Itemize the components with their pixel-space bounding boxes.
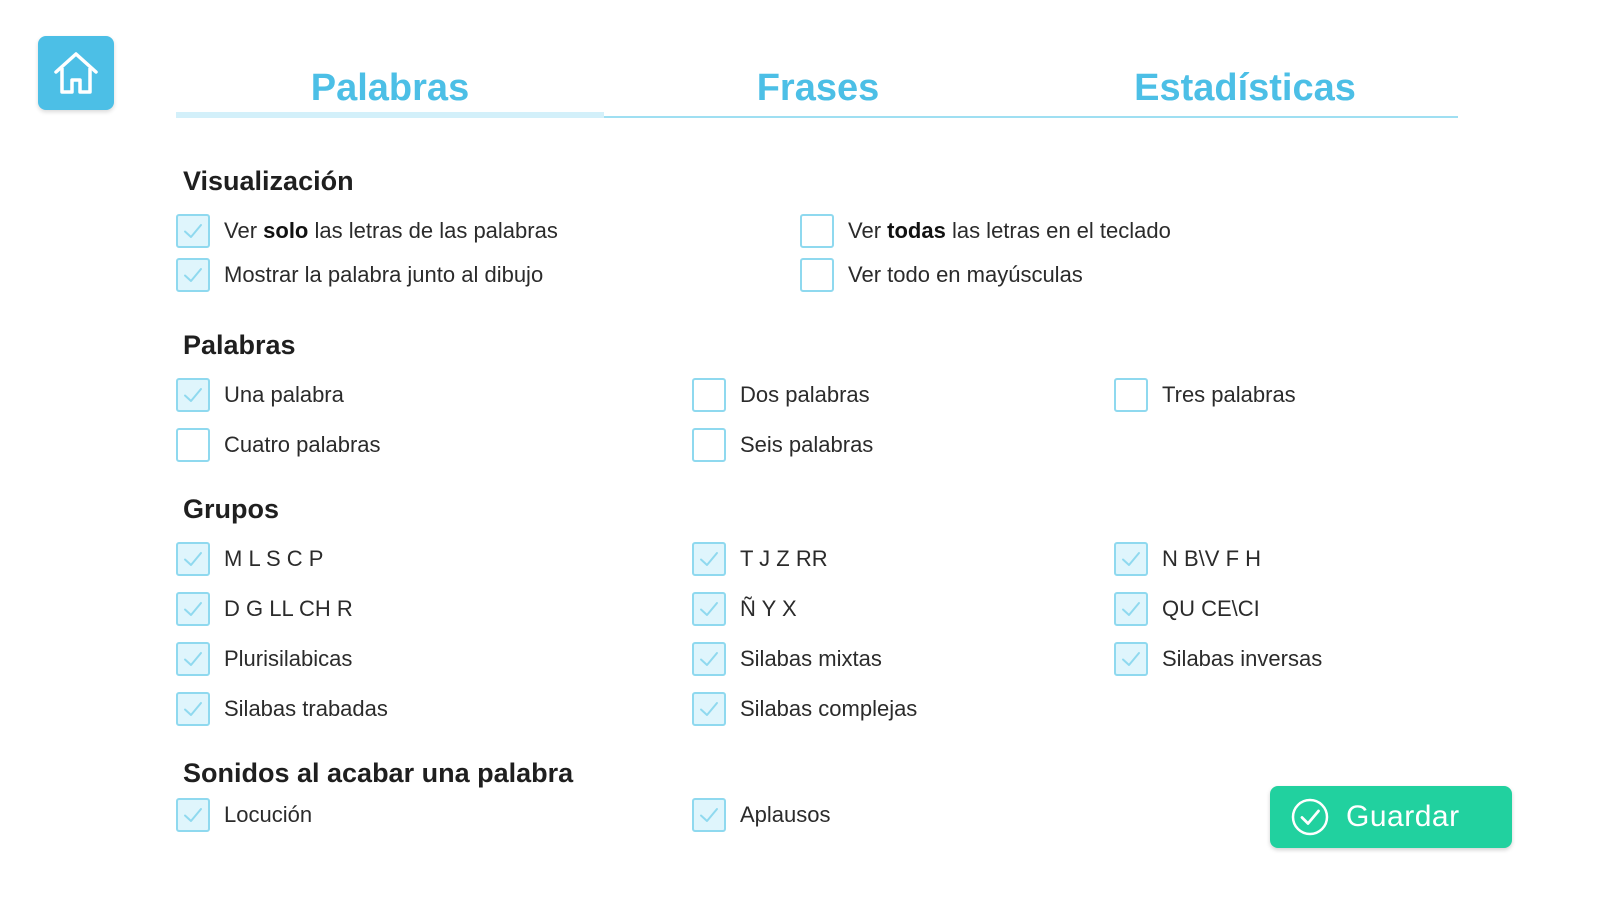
- check-icon: [181, 647, 205, 671]
- option-ver-solo-letras[interactable]: [176, 214, 558, 248]
- tab-bar: [176, 60, 1458, 120]
- check-icon: [181, 383, 205, 407]
- checkbox[interactable]: [692, 378, 726, 412]
- save-button-label: Guardar: [1346, 800, 1460, 833]
- checkbox[interactable]: [692, 592, 726, 626]
- save-button[interactable]: [1270, 786, 1512, 848]
- option-label: Silabas trabadas: [224, 696, 388, 721]
- option-label: Locución: [224, 802, 313, 827]
- option-label: Tres palabras: [1162, 382, 1296, 407]
- option-silabas-mixtas[interactable]: [692, 642, 882, 676]
- section-title-visualizacion: Visualización: [183, 166, 354, 196]
- checkbox[interactable]: [1114, 378, 1148, 412]
- check-icon: [181, 697, 205, 721]
- home-icon: [52, 50, 100, 96]
- option-grupo-nyx[interactable]: [692, 592, 797, 626]
- option-label: Silabas inversas: [1162, 646, 1323, 671]
- checkbox[interactable]: [176, 378, 210, 412]
- check-icon: [181, 547, 205, 571]
- checkbox[interactable]: [692, 798, 726, 832]
- option-label: Plurisilabicas: [224, 646, 353, 671]
- option-label: Ver todo en mayúsculas: [848, 262, 1083, 287]
- option-label: QU CE\CI: [1162, 596, 1260, 621]
- option-ver-mayusculas[interactable]: [800, 258, 1083, 292]
- checkbox[interactable]: [176, 642, 210, 676]
- option-label: Cuatro palabras: [224, 432, 381, 457]
- checkbox[interactable]: [1114, 592, 1148, 626]
- check-icon: [181, 219, 205, 243]
- option-ver-todas-letras[interactable]: [800, 214, 1171, 248]
- checkbox[interactable]: [1114, 642, 1148, 676]
- checkbox[interactable]: [176, 258, 210, 292]
- option-label: N B\V F H: [1162, 546, 1262, 571]
- tab-frases[interactable]: Frases: [756, 66, 880, 109]
- option-silabas-complejas[interactable]: [692, 692, 917, 726]
- check-icon: [697, 597, 721, 621]
- check-icon: [1119, 647, 1143, 671]
- checkbox[interactable]: [692, 642, 726, 676]
- option-mostrar-palabra-dibujo[interactable]: [176, 258, 543, 292]
- checkbox[interactable]: [800, 258, 834, 292]
- option-label: T J Z RR: [740, 546, 828, 571]
- option-label: Ver solo las letras de las palabras: [224, 218, 558, 243]
- check-circle-icon: [1290, 797, 1330, 837]
- option-tres-palabras[interactable]: [1114, 378, 1296, 412]
- option-label: Ñ Y X: [740, 596, 797, 621]
- checkbox[interactable]: [1114, 542, 1148, 576]
- option-label: Mostrar la palabra junto al dibujo: [224, 262, 544, 287]
- checkbox[interactable]: [176, 542, 210, 576]
- section-title-grupos: Grupos: [183, 494, 280, 524]
- option-label: M L S C P: [224, 546, 324, 571]
- option-label: Silabas mixtas: [740, 646, 882, 671]
- check-icon: [1119, 597, 1143, 621]
- option-seis-palabras[interactable]: [692, 428, 873, 462]
- option-grupo-tjzrr[interactable]: [692, 542, 828, 576]
- option-silabas-inversas[interactable]: [1114, 642, 1322, 676]
- section-title-sonidos: Sonidos al acabar una palabra: [183, 758, 574, 788]
- check-icon: [697, 547, 721, 571]
- tab-active-indicator: [176, 112, 604, 118]
- option-dos-palabras[interactable]: [692, 378, 870, 412]
- option-label: Una palabra: [224, 382, 344, 407]
- checkbox[interactable]: [176, 798, 210, 832]
- home-button[interactable]: [38, 36, 114, 110]
- option-grupo-quceci[interactable]: [1114, 592, 1260, 626]
- check-icon: [697, 647, 721, 671]
- checkbox[interactable]: [692, 428, 726, 462]
- check-icon: [697, 803, 721, 827]
- check-icon: [181, 263, 205, 287]
- option-label: D G LL CH R: [224, 596, 353, 621]
- check-icon: [181, 597, 205, 621]
- checkbox[interactable]: [692, 692, 726, 726]
- checkbox[interactable]: [692, 542, 726, 576]
- option-grupo-nbvfh[interactable]: [1114, 542, 1261, 576]
- section-title-palabras: Palabras: [183, 330, 296, 360]
- tab-estadisticas[interactable]: Estadísticas: [1134, 66, 1356, 109]
- option-plurisilabicas[interactable]: [176, 642, 352, 676]
- checkbox[interactable]: [176, 692, 210, 726]
- check-icon: [697, 697, 721, 721]
- tab-palabras[interactable]: Palabras: [310, 66, 470, 109]
- checkbox[interactable]: [800, 214, 834, 248]
- option-locucion[interactable]: [176, 798, 312, 832]
- option-label: Seis palabras: [740, 432, 874, 457]
- option-label: Dos palabras: [740, 382, 870, 407]
- checkbox[interactable]: [176, 214, 210, 248]
- check-icon: [181, 803, 205, 827]
- option-una-palabra[interactable]: [176, 378, 344, 412]
- checkbox[interactable]: [176, 428, 210, 462]
- option-grupo-dgllchr[interactable]: [176, 592, 353, 626]
- option-grupo-mlscp[interactable]: [176, 542, 323, 576]
- option-label: Ver todas las letras en el teclado: [848, 218, 1171, 243]
- checkbox[interactable]: [176, 592, 210, 626]
- option-label: Aplausos: [740, 802, 831, 827]
- option-label: Silabas complejas: [740, 696, 918, 721]
- option-aplausos[interactable]: [692, 798, 831, 832]
- check-icon: [1119, 547, 1143, 571]
- option-cuatro-palabras[interactable]: [176, 428, 381, 462]
- option-silabas-trabadas[interactable]: [176, 692, 388, 726]
